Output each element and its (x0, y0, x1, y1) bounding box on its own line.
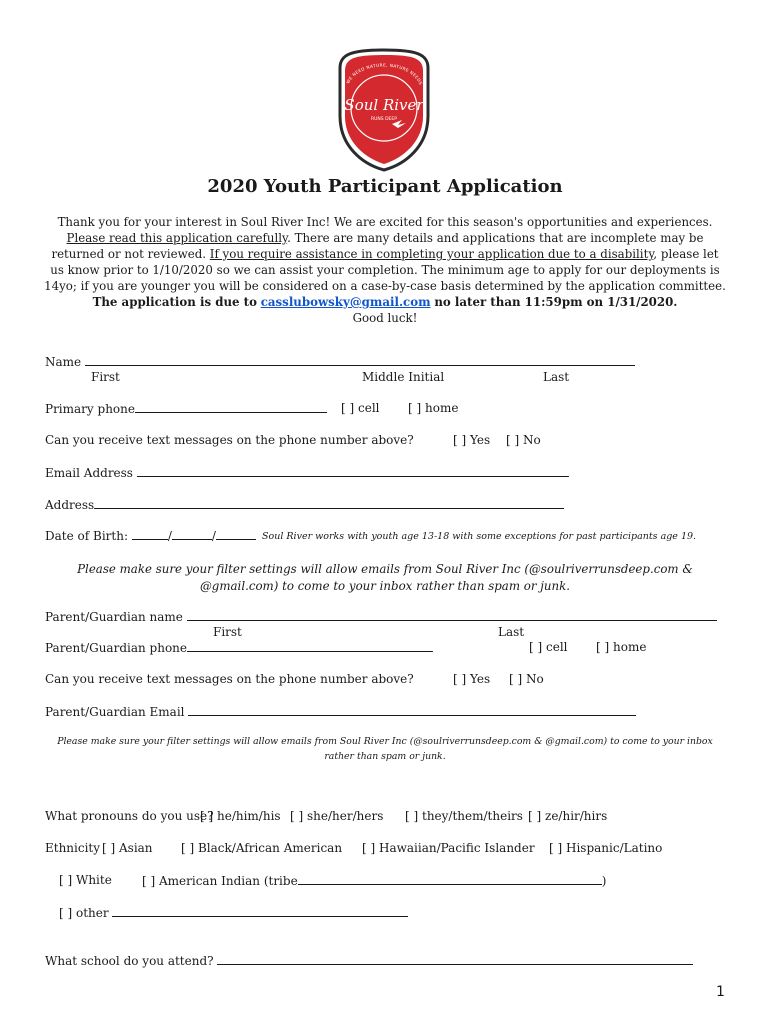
address-row: Address (45, 497, 564, 512)
dob-day-field[interactable] (172, 528, 212, 540)
pronoun-they-checkbox[interactable]: [ ] they/them/theirs (405, 809, 523, 823)
soul-river-logo (330, 46, 438, 174)
primary-phone-row: Primary phone (45, 401, 327, 416)
first-label: First (91, 370, 120, 384)
pronouns-question: What pronouns do you use? (45, 809, 214, 823)
text-question: Can you receive text messages on the phone number above? (45, 433, 414, 447)
pronoun-ze-checkbox[interactable]: [ ] ze/hir/hirs (528, 809, 608, 823)
logo-main-text: Soul River (344, 96, 424, 114)
text-no-checkbox[interactable]: [ ] No (506, 433, 541, 447)
guardian-text-yes-checkbox[interactable]: [ ] Yes (453, 672, 491, 686)
ethnicity-hawaiian-checkbox[interactable]: [ ] Hawaiian/Pacific Islander (362, 841, 535, 855)
guardian-phone-row: Parent/Guardian phone (45, 640, 433, 655)
guardian-email-row: Parent/Guardian Email (45, 704, 636, 719)
guardian-name-field[interactable] (187, 609, 717, 621)
good-luck-text: Good luck! (352, 311, 418, 325)
tribe-field[interactable] (298, 873, 602, 885)
address-field[interactable] (94, 497, 564, 509)
guardian-cell-checkbox[interactable]: [ ] cell (529, 640, 568, 654)
guardian-name-row: Parent/Guardian name (45, 609, 717, 624)
contact-email-link[interactable]: casslubowsky@gmail.com (260, 295, 431, 309)
last-label: Last (543, 370, 570, 384)
guardian-email-field[interactable] (188, 704, 636, 716)
ethnicity-other-field[interactable] (112, 905, 408, 917)
name-row: Name (45, 354, 635, 369)
ethnicity-american-indian-row: [ ] American Indian (tribe ) (142, 874, 607, 888)
dob-year-field[interactable] (216, 528, 256, 540)
ethnicity-american-indian-checkbox[interactable]: [ ] American Indian (tribe (142, 874, 298, 888)
primary-cell-checkbox[interactable]: [ ] cell (341, 401, 380, 415)
dob-row: Date of Birth: / / (45, 528, 256, 543)
pronoun-he-checkbox[interactable]: [ ] he/him/his (200, 809, 281, 823)
page-title: 2020 Youth Participant Application (207, 176, 563, 197)
ethnicity-label: Ethnicity (45, 841, 101, 855)
name-field[interactable] (85, 354, 635, 366)
email-row: Email Address (45, 465, 569, 480)
guardian-last-label: Last (498, 625, 525, 639)
age-note: Soul River works with youth age 13-18 with some exceptions for past participants age 19. (262, 531, 697, 542)
ethnicity-black-checkbox[interactable]: [ ] Black/African American (181, 841, 343, 855)
text-yes-checkbox[interactable]: [ ] Yes (453, 433, 491, 447)
guardian-text-no-checkbox[interactable]: [ ] No (509, 672, 544, 686)
guardian-phone-field[interactable] (187, 640, 433, 652)
primary-home-checkbox[interactable]: [ ] home (408, 401, 459, 415)
filter-note-small: Please make sure your filter settings will allow emails from Soul River Inc (@soulriverrunsdeep.com & @gmail.com) to come to your inbox rather than spam or junk. (57, 736, 713, 762)
dob-month-field[interactable] (132, 528, 168, 540)
intro-paragraph: Thank you for your interest in Soul River Inc! We are excited for this season's opportunities and experiences. Please read this application carefully. There are many details and applications that are incomplete may be returned or not reviewed. If you require assistance in completing your application due to a disability, please let us know prior to 1/10/2020 so we can assist your completion. The minimum age to apply for our deployments is 14yo; if you are younger you will be considered on a case-by-case basis determined by the application committee. The application is due to casslubowsky@gmail.com no later than 11:59pm on 1/31/2020. Good luck! (44, 215, 726, 325)
logo-sub-text: RUNS DEEP (371, 117, 397, 122)
ethnicity-other-checkbox[interactable]: [ ] other (59, 906, 109, 920)
school-row: What school do you attend? (45, 953, 693, 968)
guardian-first-label: First (213, 625, 242, 639)
school-field[interactable] (217, 953, 693, 965)
ethnicity-asian-checkbox[interactable]: [ ] Asian (102, 841, 153, 855)
guardian-home-checkbox[interactable]: [ ] home (596, 640, 647, 654)
guardian-text-question: Can you receive text messages on the phone number above? (45, 672, 414, 686)
middle-label: Middle Initial (362, 370, 445, 384)
page-number: 1 (716, 984, 725, 1000)
primary-phone-field[interactable] (135, 401, 327, 413)
ethnicity-other-row (59, 905, 408, 920)
logo-ring-text: WE NEED NATURE, NATURE NEEDS (345, 62, 424, 86)
filter-note: Please make sure your filter settings will allow emails from Soul River Inc (@soulriverrunsdeep.com & @gmail.com) to come to your inbox rather than spam or junk. (77, 562, 693, 593)
ethnicity-hispanic-checkbox[interactable]: [ ] Hispanic/Latino (549, 841, 663, 855)
email-field[interactable] (137, 465, 569, 477)
ethnicity-white-checkbox[interactable]: [ ] White (59, 873, 112, 887)
pronoun-she-checkbox[interactable]: [ ] she/her/hers (290, 809, 384, 823)
